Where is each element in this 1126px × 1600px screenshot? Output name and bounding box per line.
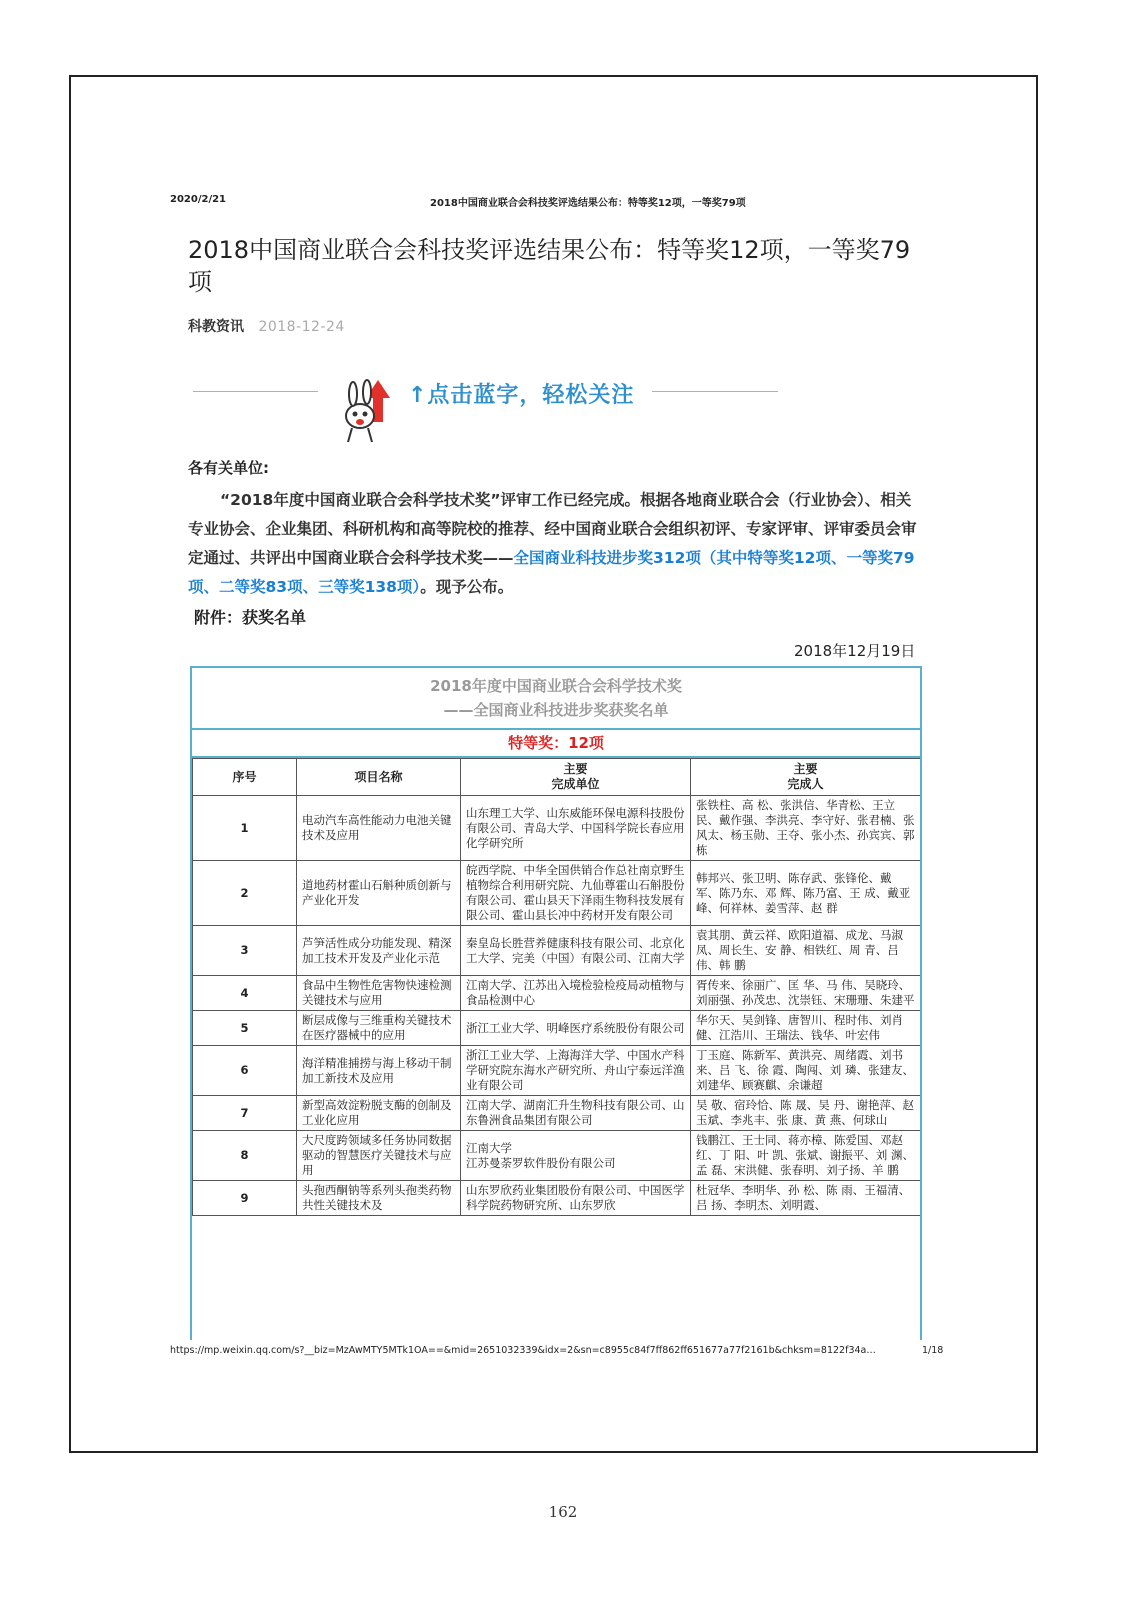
publish-date: 2018-12-24 [258,319,345,335]
cell-unit: 江南大学 江苏曼荼罗软件股份有限公司 [461,1131,691,1181]
print-header-title: 2018中国商业联合会科技奖评选结果公布：特等奖12项，一等奖79项 [430,198,746,209]
table-row [193,1181,921,1216]
greeting: 各有关单位: [188,459,269,477]
announcement-paragraph [188,486,926,602]
table-row [193,1131,921,1181]
cell-project: 头孢西酮钠等系列头孢类药物共性关键技术及 [297,1181,461,1216]
rabbit-mascot-icon [338,372,402,444]
table-row [193,1046,921,1096]
cell-no: 6 [193,1046,297,1096]
award-table-image [190,666,922,1340]
cell-people: 胥传来、徐丽广、匡 华、马 伟、吴晓玲、刘丽强、孙茂忠、沈崇钰、宋珊珊、朱建平 [691,976,921,1011]
award-table [192,758,921,1216]
account-link[interactable]: 科教资讯 [188,319,244,335]
cell-unit: 山东理工大学、山东威能环保电源科技股份有限公司、青岛大学、中国科学院长春应用化学研究所 [461,796,691,861]
cell-no: 4 [193,976,297,1011]
cell-project: 新型高效淀粉脱支酶的创制及工业化应用 [297,1096,461,1131]
divider-right [652,391,778,392]
article-title: 2018中国商业联合会科技奖评选结果公布：特等奖12项，一等奖79项 [188,236,911,296]
print-date: 2020/2/21 [170,194,227,205]
col-header-people: 主要 完成人 [691,759,921,796]
col-header-unit: 主要 完成单位 [461,759,691,796]
footer-url: https://mp.weixin.qq.com/s?__biz=MzAwMTY5MTk1OA==&mid=2651032339&idx=2&sn=c8955c84f7ff862ff651677a77f2161b&chksm=8122f34a… [170,1345,876,1356]
cell-people: 袁其朋、黄云祥、欧阳道福、成龙、马淑凤、周长生、安 静、相铁红、周 青、吕 伟、韩 鹏 [691,926,921,976]
cell-project: 电动汽车高性能动力电池关键技术及应用 [297,796,461,861]
cell-unit: 皖西学院、中华全国供销合作总社南京野生植物综合利用研究院、九仙尊霍山石斛股份有限公司、霍山县天下泽雨生物科技发展有限公司、霍山县长冲中药材开发有限公司 [461,861,691,926]
cell-project: 断层成像与三维重构关键技术在医疗器械中的应用 [297,1011,461,1046]
cell-no: 8 [193,1131,297,1181]
col-header-no: 序号 [193,759,297,796]
signature-date: 2018年12月19日 [794,642,916,660]
footer-page-count: 1/18 [922,1345,944,1356]
cell-project: 芦笋活性成分功能发现、精深加工技术开发及产业化示范 [297,926,461,976]
col-header-project: 项目名称 [297,759,461,796]
cell-project: 道地药材霍山石斛种质创新与产业化开发 [297,861,461,926]
paragraph-text-start: “2018年度中国商业联合会科学技术奖”评审工作已经完成。根据各地商业联合会（行业协会）、相关专业协会、企业集团、科研机构和高等院校的推荐、经中国商业联合会组织初评、专家评审、评审委员会审定通过、共评出中国商业联合会科学技术奖—— [188,491,917,567]
cell-unit: 浙江工业大学、上海海洋大学、中国水产科学研究院东海水产研究所、舟山宁泰远洋渔业有限公司 [461,1046,691,1096]
article-meta [188,316,345,336]
table-row [193,926,921,976]
award-table-title [192,668,920,730]
table-row [193,976,921,1011]
cell-unit: 江南大学、江苏出入境检验检疫局动植物与食品检测中心 [461,976,691,1011]
cell-unit: 山东罗欣药业集团股份有限公司、中国医学科学院药物研究所、山东罗欣 [461,1181,691,1216]
follow-prompt[interactable]: ↑点击蓝字，轻松关注 [408,383,635,408]
page-number: 162 [548,1503,578,1521]
cell-people: 吴 敬、宿玲恰、陈 晟、吴 丹、谢艳萍、赵玉斌、李兆丰、张 康、黄 燕、何球山 [691,1096,921,1131]
cell-project: 食品中生物性危害物快速检测关键技术与应用 [297,976,461,1011]
cell-no: 5 [193,1011,297,1046]
award-category: 特等奖：12项 [192,730,920,758]
cell-unit: 江南大学、湖南汇升生物科技有限公司、山东鲁洲食品集团有限公司 [461,1096,691,1131]
cell-unit: 浙江工业大学、明峰医疗系统股份有限公司 [461,1011,691,1046]
award-table-header [193,759,921,796]
award-table-title-line1: 2018年度中国商业联合会科学技术奖 [430,677,682,695]
cell-no: 2 [193,861,297,926]
cell-people: 丁玉庭、陈新军、黄洪亮、周绪霞、刘书来、吕 飞、徐 霞、陶闯、刘 璘、张建友、刘建华、顾赛麒、余谦超 [691,1046,921,1096]
attachment-label: 附件：获奖名单 [194,608,307,627]
cell-no: 3 [193,926,297,976]
cell-people: 华尔天、吴剑锋、唐智川、程时伟、刘肖健、江浩川、王瑞法、钱华、叶宏伟 [691,1011,921,1046]
table-row [193,1011,921,1046]
cell-no: 7 [193,1096,297,1131]
cell-people: 杜冠华、李明华、孙 松、陈 雨、王福清、吕 扬、李明杰、刘明霞、 [691,1181,921,1216]
cell-project: 海洋精准捕捞与海上移动干制加工新技术及应用 [297,1046,461,1096]
cell-unit: 秦皇岛长胜营养健康科技有限公司、北京化工大学、完美（中国）有限公司、江南大学 [461,926,691,976]
divider-left [193,391,318,392]
table-row [193,796,921,861]
cell-people: 钱鹏江、王士同、蒋亦樟、陈爱国、邓赵红、丁 阳、叶 凯、张斌、谢振平、刘 渊、孟 磊、宋洪健、张春明、刘子扬、羊 鹏 [691,1131,921,1181]
cell-people: 张铁柱、高 松、张洪信、华青松、王立民、戴作强、李洪亮、李守好、张君楠、张风太、杨玉勋、王夺、张小杰、孙宾宾、郭 栋 [691,796,921,861]
cell-no: 9 [193,1181,297,1216]
cell-people: 韩邦兴、张卫明、陈存武、张锋伦、戴 军、陈乃东、邓 辉、陈乃富、王 成、戴亚峰、何祥林、姜雪萍、赵 群 [691,861,921,926]
cell-project: 大尺度跨领域多任务协同数据驱动的智慧医疗关键技术与应用 [297,1131,461,1181]
cell-no: 1 [193,796,297,861]
paragraph-text-end: 。现予公布。 [420,578,514,596]
table-row [193,1096,921,1131]
award-table-title-line2: ——全国商业科技进步奖获奖名单 [443,701,669,719]
paragraph-highlight-link[interactable]: 全国商业科技进步奖312项（其中特等奖12项、一等奖79项、二等奖83项、三等奖138项） [188,549,915,596]
table-row [193,861,921,926]
